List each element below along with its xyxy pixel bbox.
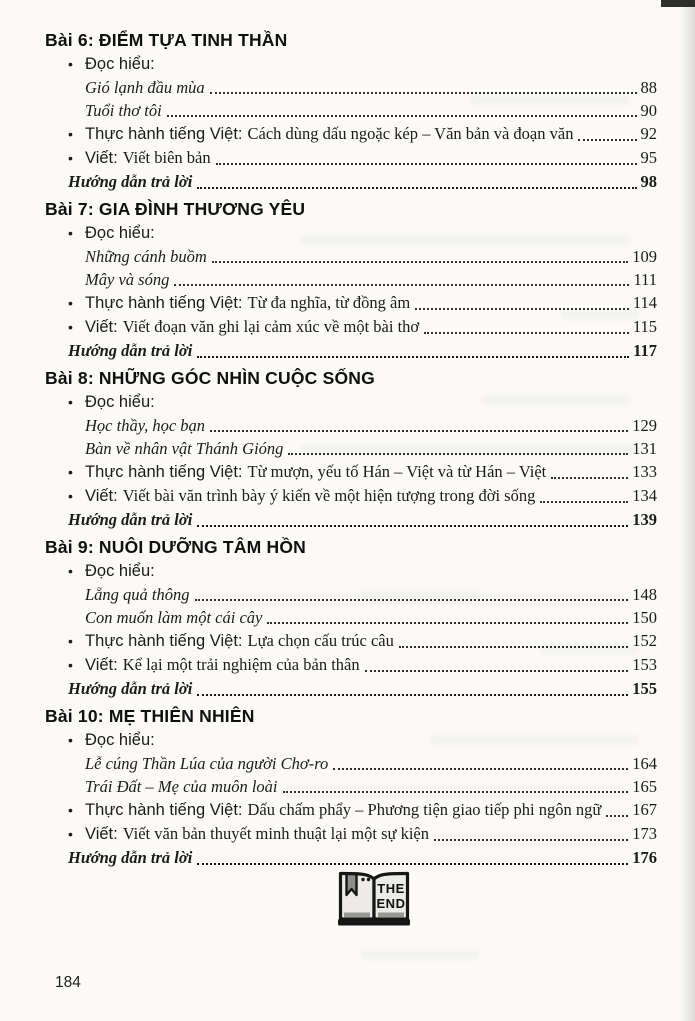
bullet-icon: •: [68, 150, 73, 166]
entry-page-number: 117: [633, 341, 657, 360]
bullet-icon: •: [68, 657, 73, 673]
toc-entry-answer: [45, 508, 657, 531]
bullet-icon: •: [68, 464, 73, 480]
entry-page-number: 90: [640, 101, 657, 120]
the-end-text-line1: THE: [376, 881, 405, 896]
entry-page-number: 165: [632, 777, 657, 796]
toc-entry-reading: [45, 414, 657, 437]
dot-leader: [283, 791, 629, 793]
toc-entry-answer: [45, 846, 657, 869]
entry-label: Viết:: [85, 149, 118, 167]
dot-leader: [267, 622, 628, 624]
entry-label: Viết:: [85, 656, 118, 674]
entry-page-number: 153: [632, 655, 657, 674]
entry-title: Con muốn làm một cái cây: [85, 608, 263, 627]
dot-leader: [197, 356, 629, 358]
dot-leader: [434, 839, 628, 841]
entry-page-number: 88: [640, 78, 657, 97]
entry-title: Hướng dẫn trả lời: [68, 510, 193, 529]
entry-title: Viết biên bản: [122, 148, 211, 167]
dot-leader: [197, 187, 636, 189]
dot-leader: [195, 599, 629, 601]
toc-entry-answer: [45, 170, 657, 193]
toc-entry-answer: [45, 677, 657, 700]
entry-page-number: 134: [632, 486, 657, 505]
toc-entry-reading: [45, 437, 657, 460]
toc-entry-bullet: [45, 391, 657, 414]
dot-leader: [197, 525, 628, 527]
entry-page-number: 133: [632, 462, 657, 481]
entry-label: Thực hành tiếng Việt:: [85, 125, 243, 143]
dot-leader: [174, 284, 629, 286]
toc-entry-answer: [45, 339, 657, 362]
bullet-icon: •: [68, 732, 73, 748]
entry-label: Viết:: [85, 825, 118, 843]
table-of-contents: [45, 30, 657, 869]
entry-title: Dấu chấm phẩy – Phương tiện giao tiếp phi ngôn ngữ: [247, 800, 602, 819]
entry-page-number: 139: [632, 510, 657, 529]
entry-page-number: 167: [632, 800, 657, 819]
entry-page-number: 148: [632, 585, 657, 604]
the-end-marker: [0, 868, 695, 937]
bullet-icon: •: [68, 394, 73, 410]
entry-label: Thực hành tiếng Việt:: [85, 632, 243, 650]
section-title: Bài 10: MẸ THIÊN NHIÊN: [45, 706, 255, 726]
entry-title: Kể lại một trải nghiệm của bản thân: [122, 655, 360, 674]
toc-entry-bullet: [45, 629, 657, 653]
entry-title: Hướng dẫn trả lời: [68, 848, 193, 867]
toc-entry-bullet: [45, 146, 657, 170]
bullet-icon: •: [68, 488, 73, 504]
dot-leader: [333, 768, 628, 770]
bullet-icon: •: [68, 319, 73, 335]
entry-label: Thực hành tiếng Việt:: [85, 294, 243, 312]
entry-page-number: 155: [632, 679, 657, 698]
entry-title: Lẵng quả thông: [85, 585, 190, 604]
entry-label: Đọc hiểu:: [85, 224, 155, 242]
dot-leader: [578, 139, 636, 141]
toc-entry-bullet: [45, 222, 657, 245]
entry-label: Đọc hiểu:: [85, 393, 155, 411]
bullet-icon: •: [68, 826, 73, 842]
entry-page-number: 152: [632, 631, 657, 650]
the-end-book-icon: [334, 868, 414, 932]
entry-title: Hướng dẫn trả lời: [68, 679, 193, 698]
entry-page-number: 164: [632, 754, 657, 773]
dot-leader: [415, 308, 629, 310]
entry-page-number: 92: [640, 124, 657, 143]
toc-entry-bullet: [45, 729, 657, 752]
dot-leader: [210, 92, 637, 94]
entry-label: Thực hành tiếng Việt:: [85, 801, 243, 819]
entry-page-number: 114: [632, 293, 657, 312]
dot-leader: [167, 115, 637, 117]
entry-page-number: 95: [640, 148, 657, 167]
toc-entry-bullet: [45, 798, 657, 822]
dot-leader: [365, 670, 629, 672]
entry-title: Những cánh buồm: [85, 247, 207, 266]
entry-label: Đọc hiểu:: [85, 55, 155, 73]
entry-title: Từ đa nghĩa, từ đồng âm: [247, 293, 411, 312]
page-dot: [366, 878, 369, 881]
toc-entry-reading: [45, 606, 657, 629]
entry-page-number: 98: [640, 172, 657, 191]
page-number: 184: [55, 974, 81, 991]
toc-entry-bullet: [45, 53, 657, 76]
book-base: [338, 919, 410, 926]
toc-entry-bullet: [45, 484, 657, 508]
entry-page-number: 131: [632, 439, 657, 458]
bullet-icon: •: [68, 225, 73, 241]
dot-leader: [197, 694, 628, 696]
right-page-edge: [378, 913, 404, 918]
entry-title: Gió lạnh đầu mùa: [85, 78, 205, 97]
entry-title: Hướng dẫn trả lời: [68, 172, 193, 191]
bullet-icon: •: [68, 295, 73, 311]
entry-label: Đọc hiểu:: [85, 731, 155, 749]
entry-page-number: 111: [633, 270, 657, 289]
toc-entry-bullet: [45, 315, 657, 339]
dot-leader: [288, 453, 628, 455]
bullet-icon: •: [68, 126, 73, 142]
entry-title: Tuổi thơ tôi: [85, 101, 162, 120]
toc-entry-reading: [45, 268, 657, 291]
section-title: Bài 7: GIA ĐÌNH THƯƠNG YÊU: [45, 199, 306, 219]
bullet-icon: •: [68, 56, 73, 72]
toc-entry-bullet: [45, 291, 657, 315]
entry-page-number: 176: [632, 848, 657, 867]
entry-title: Viết văn bản thuyết minh thuật lại một sự kiện: [122, 824, 429, 843]
entry-title: Lựa chọn cấu trúc câu: [247, 631, 394, 650]
dot-leader: [197, 863, 628, 865]
entry-label: Thực hành tiếng Việt:: [85, 463, 243, 481]
dot-leader: [399, 646, 628, 648]
toc-entry-bullet: [45, 560, 657, 583]
entry-title: Học thầy, học bạn: [85, 416, 206, 435]
entry-page-number: 115: [632, 317, 657, 336]
the-end-text-line2: END: [376, 896, 405, 911]
toc-entry-reading: [45, 99, 657, 122]
section-title: Bài 8: NHỮNG GÓC NHÌN CUỘC SỐNG: [45, 368, 375, 388]
entry-page-number: 129: [632, 416, 657, 435]
entry-title: Bàn về nhân vật Thánh Gióng: [85, 439, 284, 458]
bullet-icon: •: [68, 802, 73, 818]
toc-entry-reading: [45, 583, 657, 606]
left-page-edge: [344, 913, 370, 918]
page-dot: [361, 878, 364, 881]
entry-title: Cách dùng dấu ngoặc kép – Văn bản và đoạn văn: [247, 124, 574, 143]
bullet-icon: •: [68, 563, 73, 579]
toc-entry-reading: [45, 775, 657, 798]
dot-leader: [551, 477, 628, 479]
scan-corner-artifact: [661, 0, 695, 7]
dot-leader: [212, 261, 629, 263]
entry-title: Từ mượn, yếu tố Hán – Việt và từ Hán – Việt: [247, 462, 547, 481]
entry-title: Viết đoạn văn ghi lại cảm xúc về một bài thơ: [122, 317, 420, 336]
toc-entry-reading: [45, 76, 657, 99]
dot-leader: [210, 430, 628, 432]
entry-title: Trái Đất – Mẹ của muôn loài: [85, 777, 278, 796]
entry-title: Viết bài văn trình bày ý kiến về một hiện tượng trong đời sống: [122, 486, 536, 505]
dot-leader: [216, 163, 637, 165]
section-title: Bài 6: ĐIỂM TỰA TINH THẦN: [45, 30, 288, 50]
entry-page-number: 109: [632, 247, 657, 266]
toc-entry-bullet: [45, 653, 657, 677]
toc-entry-reading: [45, 752, 657, 775]
section-title: Bài 9: NUÔI DƯỠNG TÂM HỒN: [45, 537, 306, 557]
dot-leader: [424, 332, 629, 334]
toc-entry-reading: [45, 245, 657, 268]
entry-title: Lễ cúng Thần Lúa của người Chơ-ro: [85, 754, 329, 773]
bullet-icon: •: [68, 633, 73, 649]
entry-page-number: 150: [632, 608, 657, 627]
entry-label: Đọc hiểu:: [85, 562, 155, 580]
entry-page-number: 173: [632, 824, 657, 843]
toc-entry-bullet: [45, 460, 657, 484]
toc-entry-bullet: [45, 822, 657, 846]
entry-label: Viết:: [85, 318, 118, 336]
dot-leader: [540, 501, 628, 503]
toc-entry-bullet: [45, 122, 657, 146]
entry-title: Hướng dẫn trả lời: [68, 341, 193, 360]
entry-label: Viết:: [85, 487, 118, 505]
entry-title: Mây và sóng: [85, 270, 170, 289]
dot-leader: [606, 815, 628, 817]
